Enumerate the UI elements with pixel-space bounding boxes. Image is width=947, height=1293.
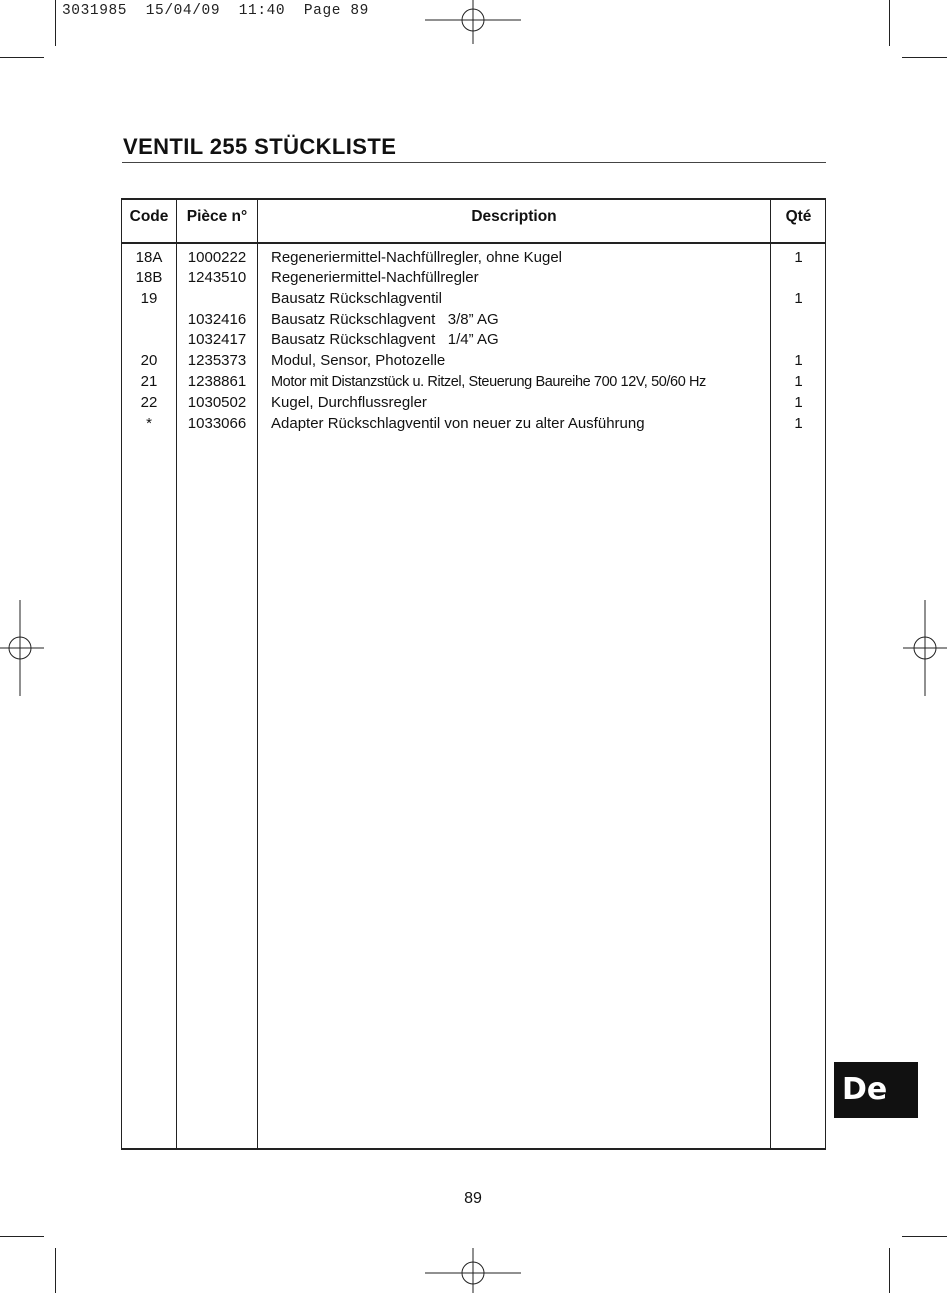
cell-piece: 1032417 [187,331,247,348]
cell-description: Adapter Rückschlagventil von neuer zu alter Ausführung [271,415,645,432]
cell-qty: 1 [794,394,803,411]
cell-code: * [146,415,152,432]
language-badge: De [834,1062,918,1118]
cell-piece: 1235373 [187,352,247,369]
cell-code: 18B [135,269,163,286]
cell-description: Regeneriermittel-Nachfüllregler, ohne Kugel [271,249,562,266]
cell-code: 21 [140,373,158,390]
cell-piece [177,289,257,309]
registration-mark-right [901,600,947,696]
cell-qty: 1 [794,415,803,432]
title-underline [122,162,826,163]
print-slug: 3031985 15/04/09 11:40 Page 89 [62,3,369,19]
page-number: 89 [464,1190,482,1207]
cell-code [121,330,177,350]
header-code: Code [129,208,169,225]
cell-description: Bausatz Rückschlagventil [271,290,442,307]
cell-description: Regeneriermittel-Nachfüllregler [271,269,479,286]
cell-code: 19 [140,290,158,307]
cell-piece: 1030502 [187,394,247,411]
cell-description: Motor mit Distanzstück u. Ritzel, Steuerung Baureihe 700 12V, 50/60 Hz [271,374,706,390]
registration-mark-top [425,0,521,46]
cell-description: Modul, Sensor, Photozelle [271,352,446,369]
cell-qty: 1 [794,352,803,369]
cell-qty: 1 [794,290,803,307]
cell-qty: 1 [794,249,803,266]
cell-description: Kugel, Durchflussregler [271,394,427,411]
registration-mark-bottom [425,1248,521,1293]
cell-qty [771,310,826,330]
cell-piece: 1238861 [187,373,247,390]
cell-piece: 1000222 [187,249,247,266]
cell-description: Bausatz Rückschlagvent 1/4” AG [271,331,499,348]
header-description: Description [471,208,557,225]
cell-qty [771,330,826,350]
cell-code: 22 [140,394,158,411]
cell-piece: 1032416 [187,311,247,328]
registration-mark-left [0,600,46,696]
cell-qty: 1 [794,373,803,390]
cell-code: 20 [140,352,158,369]
cell-piece: 1033066 [187,415,247,432]
header-qty: Qté [785,208,812,225]
cell-piece: 1243510 [187,269,247,286]
cell-description: Bausatz Rückschlagvent 3/8” AG [271,311,499,328]
cell-code [121,310,177,330]
cell-code: 18A [135,249,163,266]
header-piece: Pièce n° [186,208,248,225]
page-title: VENTIL 255 STÜCKLISTE [123,134,397,159]
cell-qty [771,268,826,288]
